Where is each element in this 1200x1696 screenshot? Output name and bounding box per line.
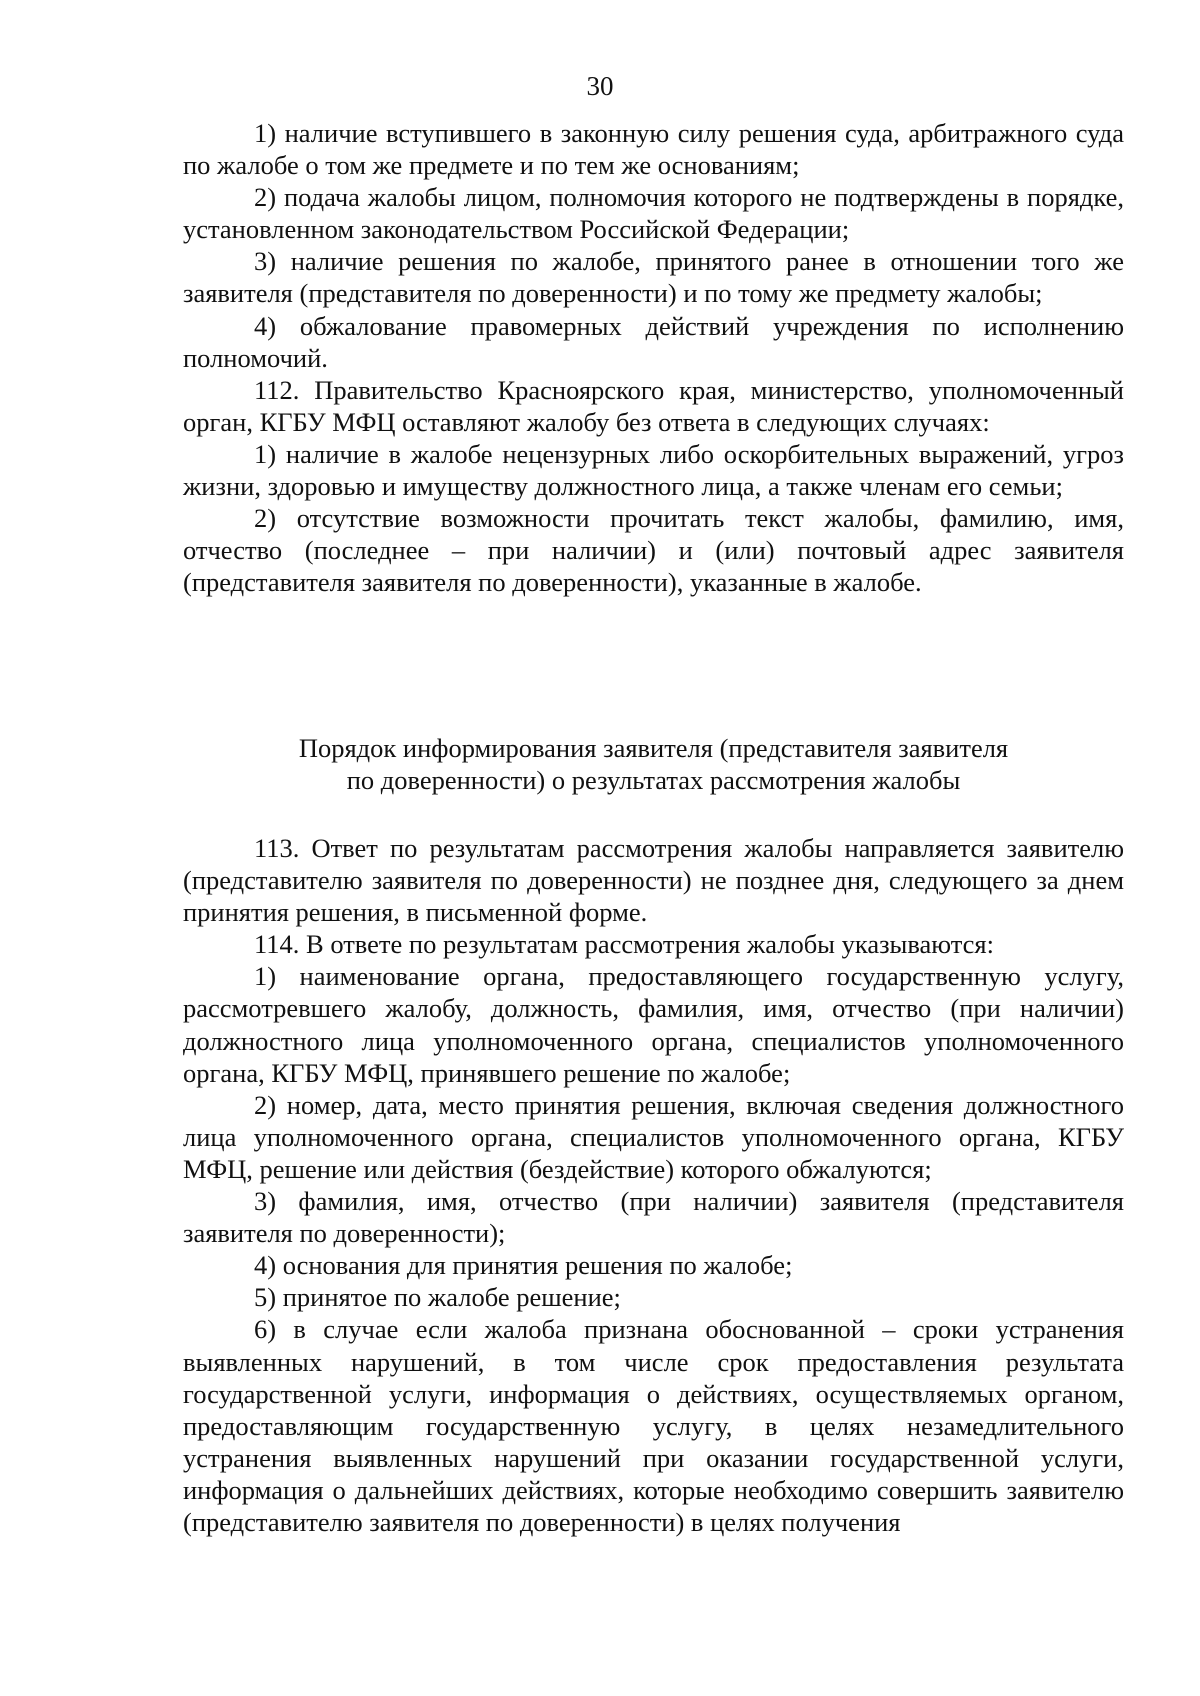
list-item-remediation: 6) в случае если жалоба признана обоснованной – сроки устранения выявленных нарушений, в том числе срок предоставления результата государственной услуги, информация о действиях, осуществляемых органом, предоставляющим государственную услугу, в целях незамедлительного устранения выявленных нарушений при оказании государственной услуги, информация о дальнейших действиях, которые необходимо совершить заявителю (представителю заявителя по доверенности) в целях получения xyxy=(183,1314,1124,1537)
clause-113: 113. Ответ по результатам рассмотрения жалобы направляется заявителю (представителю заявителя по доверенности) не позднее дня, следующего за днем принятия решения, в письменной форме. xyxy=(183,833,1124,928)
clause-112: 112. Правительство Красноярского края, министерство, уполномоченный орган, КГБУ МФЦ оставляют жалобу без ответа в следующих случаях: xyxy=(183,374,1124,437)
list-item-decision-details: 2) номер, дата, место принятия решения, включая сведения должностного лица уполномоченного органа, специалистов уполномоченного органа, КГБУ МФЦ, решение или действия (бездействие) которого обжалуются; xyxy=(183,1089,1124,1184)
clause-114: 114. В ответе по результатам рассмотрения жалобы указываются: xyxy=(254,929,994,960)
list-item-unauthorized-filing: 2) подача жалобы лицом, полномочия которого не подтверждены в порядке, установленном законодательством Российской Федерации; xyxy=(183,182,1124,245)
top-text-block xyxy=(183,117,1124,598)
section-heading xyxy=(183,732,1124,796)
list-item-court-decision: 1) наличие вступившего в законную силу решения суда, арбитражного суда по жалобе о том же предмете и по тем же основаниям; xyxy=(183,118,1124,181)
section-heading-line-1: Порядок информирования заявителя (представителя заявителя xyxy=(298,733,1009,763)
section-heading-line-2: по доверенности) о результатах рассмотрения жалобы xyxy=(346,765,961,796)
list-item-unreadable-text: 2) отсутствие возможности прочитать текст жалобы, фамилию, имя, отчество (последнее – при наличии) и (или) почтовый адрес заявителя (представителя заявителя по доверенности), указанные в жалобе. xyxy=(183,503,1124,598)
list-item-prior-decision: 3) наличие решения по жалобе, принятого ранее в отношении того же заявителя (представителя по доверенности) и по тому же предмету жалобы; xyxy=(183,246,1124,309)
list-item-offensive-language: 1) наличие в жалобе нецензурных либо оскорбительных выражений, угроз жизни, здоровью и имуществу должностного лица, а также членам его семьи; xyxy=(183,438,1124,502)
list-item-authority-name: 1) наименование органа, предоставляющего государственную услугу, рассмотревшего жалобу, должность, фамилия, имя, отчество (при наличии) должностного лица уполномоченного органа, специалистов уполномоченного органа, КГБУ МФЦ, принявшего решение по жалобе; xyxy=(183,961,1124,1088)
page-number: 30 xyxy=(586,71,614,101)
list-item-lawful-actions: 4) обжалование правомерных действий учреждения по исполнению полномочий. xyxy=(183,310,1124,373)
list-item-applicant-name: 3) фамилия, имя, отчество (при наличии) заявителя (представителя заявителя по доверенности); xyxy=(183,1186,1124,1249)
list-item-decision: 5) принятое по жалобе решение; xyxy=(254,1282,621,1313)
bottom-text-block xyxy=(183,832,1124,1538)
list-item-grounds: 4) основания для принятия решения по жалобе; xyxy=(254,1250,793,1281)
